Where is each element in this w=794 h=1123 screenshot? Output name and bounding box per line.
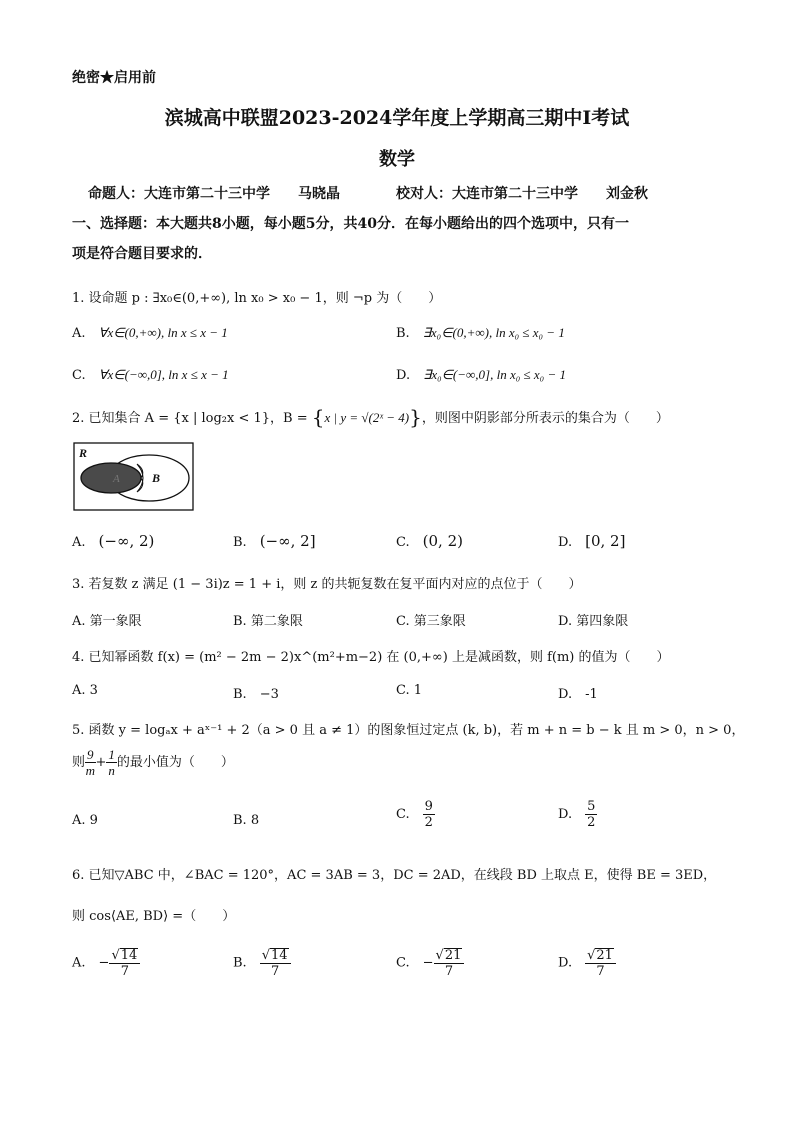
question-1 <box>72 287 441 306</box>
numerator: 5 <box>587 799 596 814</box>
option-text: 8 <box>250 813 260 828</box>
option-text: (−∞, 2] <box>259 532 316 550</box>
radicand: 21 <box>444 948 462 963</box>
q3-option-b <box>233 610 303 629</box>
option-text: 3 <box>89 683 98 698</box>
option-label: A. <box>72 326 86 341</box>
option-label: D. <box>558 687 573 702</box>
option-label: D. <box>558 614 573 629</box>
option-label: A. <box>72 683 86 698</box>
q5-option-c <box>396 800 435 829</box>
option-label: D. <box>558 955 573 971</box>
fraction <box>423 800 435 829</box>
fraction: $\frac{√14}{7}$ <box>109 948 140 978</box>
question-stem-cont: 则 cos⟨AE, BD⟩ =（ ） <box>72 909 236 924</box>
q4-option-a <box>72 683 98 698</box>
option-label: B. <box>233 687 247 702</box>
question-6-line2 <box>72 905 235 924</box>
radicand: 14 <box>120 948 138 963</box>
question-stem-c: ，则图中阴影部分所表示的集合为（ ） <box>421 411 669 426</box>
q6-option-a <box>72 948 140 978</box>
q2-option-a <box>72 531 154 550</box>
question-stem-b: x | y = √(2ˣ − 4) <box>324 410 410 425</box>
option-label: D. <box>558 807 573 822</box>
section-heading: 一、选择题：本大题共8小题，每小题5分，共40分．在每小题给出的四个选项中，只有一 <box>72 216 629 232</box>
exam-title: 滨城高中联盟2023-2024学年度上学期高三期中Ⅰ考试 <box>164 107 630 129</box>
option-text: 1 <box>413 683 423 698</box>
fraction <box>106 748 117 777</box>
q6-option-b <box>233 948 291 978</box>
q4-option-c <box>396 683 422 698</box>
question-number: 5. <box>72 723 85 738</box>
question-number: 3. <box>72 577 85 592</box>
denominator: 2 <box>424 815 433 830</box>
option-label: C. <box>396 614 410 629</box>
set-a-label: A <box>113 473 120 485</box>
subject-title: 数学 <box>379 149 415 170</box>
q2-option-d <box>558 531 625 550</box>
option-label: C. <box>396 807 410 822</box>
fraction: $\frac{√14}{7}$ <box>260 948 291 978</box>
section-heading-cont: 项是符合题目要求的． <box>72 246 212 262</box>
option-text: ∃x₀∈(0,+∞), ln x₀ ≤ x₀ − 1 <box>422 325 565 340</box>
option-text: (−∞, 2) <box>98 532 155 550</box>
option-label: C. <box>396 535 410 550</box>
option-text: 第一象限 <box>89 614 142 629</box>
q3-option-d <box>558 610 628 629</box>
numerator: 9 <box>424 799 433 814</box>
question-stem: 若复数 z 满足 (1 − 3i)z = 1 + i，则 z 的共轭复数在复平面内对应的点位于（ ） <box>88 577 582 592</box>
fraction: $\frac{√21}{7}$ <box>585 948 616 978</box>
minus-sign: − <box>422 955 434 971</box>
numerator: 1 <box>108 747 115 762</box>
option-text: ∀x∈(0,+∞), ln x ≤ x − 1 <box>98 325 228 340</box>
question-6 <box>72 864 716 883</box>
venn-diagram <box>73 442 195 512</box>
option-label: A. <box>72 535 86 550</box>
q5-option-b <box>233 813 259 828</box>
question-number: 4. <box>72 650 85 665</box>
q1-option-a <box>72 322 228 341</box>
question-stem: 已知幂函数 f(x) = (m² − 2m − 2)x^(m²+m−2) 在 (0,+∞) 上是减函数，则 f(m) 的值为（ ） <box>88 650 670 665</box>
question-number: 6. <box>72 868 85 883</box>
option-label: A. <box>72 614 86 629</box>
option-label: D. <box>396 368 411 383</box>
option-text: ∃x₀∈(−∞,0], ln x₀ ≤ x₀ − 1 <box>423 367 566 382</box>
authors-line: 命题人：大连市第二十三中学 马晓晶 校对人：大连市第二十三中学 刘金秋 <box>88 186 648 202</box>
question-2: 2. 已知集合 A = {x | log₂x < 1}，B = {x | y = √(2ˣ − 4)}，则图中阴影部分所表示的集合为（ ） <box>72 405 669 429</box>
question-stem-a: 已知集合 A = {x | log₂x < 1}，B = <box>88 411 312 426</box>
question-number: 1. <box>72 291 85 306</box>
q3-option-a <box>72 610 142 629</box>
option-text: 9 <box>89 813 98 828</box>
q3-option-c <box>396 610 466 629</box>
q1-option-b <box>396 322 565 341</box>
option-label: B. <box>233 813 247 828</box>
option-label: C. <box>72 368 86 383</box>
question-stem: 设命题 p : ∃x₀∈(0,+∞), ln x₀ > x₀ − 1，则 ¬p 为（ ） <box>88 291 442 306</box>
option-label: C. <box>396 955 410 971</box>
q2-option-c <box>396 531 463 550</box>
q5-option-d <box>558 800 597 829</box>
stem-text: 的最小值为（ ） <box>116 755 234 770</box>
plus-sign: + <box>95 755 107 770</box>
option-label: C. <box>396 683 410 698</box>
radicand: 21 <box>596 948 613 963</box>
stem-text: 则 <box>72 755 86 770</box>
radicand: 14 <box>271 948 288 963</box>
option-text: 第二象限 <box>250 614 303 629</box>
denominator: 7 <box>270 964 280 979</box>
fraction: $\frac{√21}{7}$ <box>434 948 465 978</box>
option-label: B. <box>233 535 247 550</box>
option-label: B. <box>396 326 410 341</box>
option-text: [0, 2] <box>585 532 626 550</box>
option-label: A. <box>72 813 86 828</box>
set-a-ellipse <box>81 463 141 493</box>
fraction <box>85 748 96 777</box>
option-text: ∀x∈(−∞,0], ln x ≤ x − 1 <box>98 367 229 382</box>
question-4 <box>72 646 670 665</box>
minus-sign: − <box>98 955 110 971</box>
option-label: A. <box>72 955 86 971</box>
question-3 <box>72 573 582 592</box>
question-stem: 函数 y = logₐx + aˣ⁻¹ + 2（a > 0 且 a ≠ 1）的图象恒过定点 (k, b)，若 m + n = b − k 且 m > 0，n > 0， <box>88 723 745 738</box>
q4-option-b <box>233 683 279 702</box>
fraction <box>585 800 597 829</box>
question-5 <box>72 719 744 738</box>
denominator: m <box>85 763 95 778</box>
q5-option-a <box>72 813 98 828</box>
option-label: D. <box>558 535 573 550</box>
q2-option-b <box>233 531 316 550</box>
denominator: n <box>108 763 115 778</box>
q6-option-c <box>396 948 464 978</box>
option-text: 第三象限 <box>413 614 466 629</box>
question-stem: 已知▽ABC 中，∠BAC = 120°，AC = 3AB = 3，DC = 2AD，在线段 BD 上取点 E，使得 BE = 3ED， <box>88 868 717 883</box>
q4-option-d <box>558 683 598 702</box>
set-b-label: B <box>152 471 161 485</box>
option-label: B. <box>233 955 247 971</box>
option-text: 第四象限 <box>576 614 629 629</box>
option-text: (0, 2) <box>422 532 463 550</box>
denominator: 7 <box>444 964 454 979</box>
option-label: B. <box>233 614 247 629</box>
q1-option-d <box>396 364 566 383</box>
q6-option-d <box>558 948 616 978</box>
option-text: −3 <box>259 687 279 702</box>
denominator: 7 <box>120 964 130 979</box>
denominator: 7 <box>596 964 605 979</box>
universe-label: R <box>79 446 88 460</box>
option-text: -1 <box>585 687 598 702</box>
q1-option-c <box>72 364 229 383</box>
numerator: 9 <box>87 747 94 762</box>
denominator: 2 <box>587 815 596 830</box>
question-number: 2. <box>72 411 85 426</box>
confidential-label: 绝密★启用前 <box>72 70 156 86</box>
question-5-line2 <box>72 748 234 777</box>
